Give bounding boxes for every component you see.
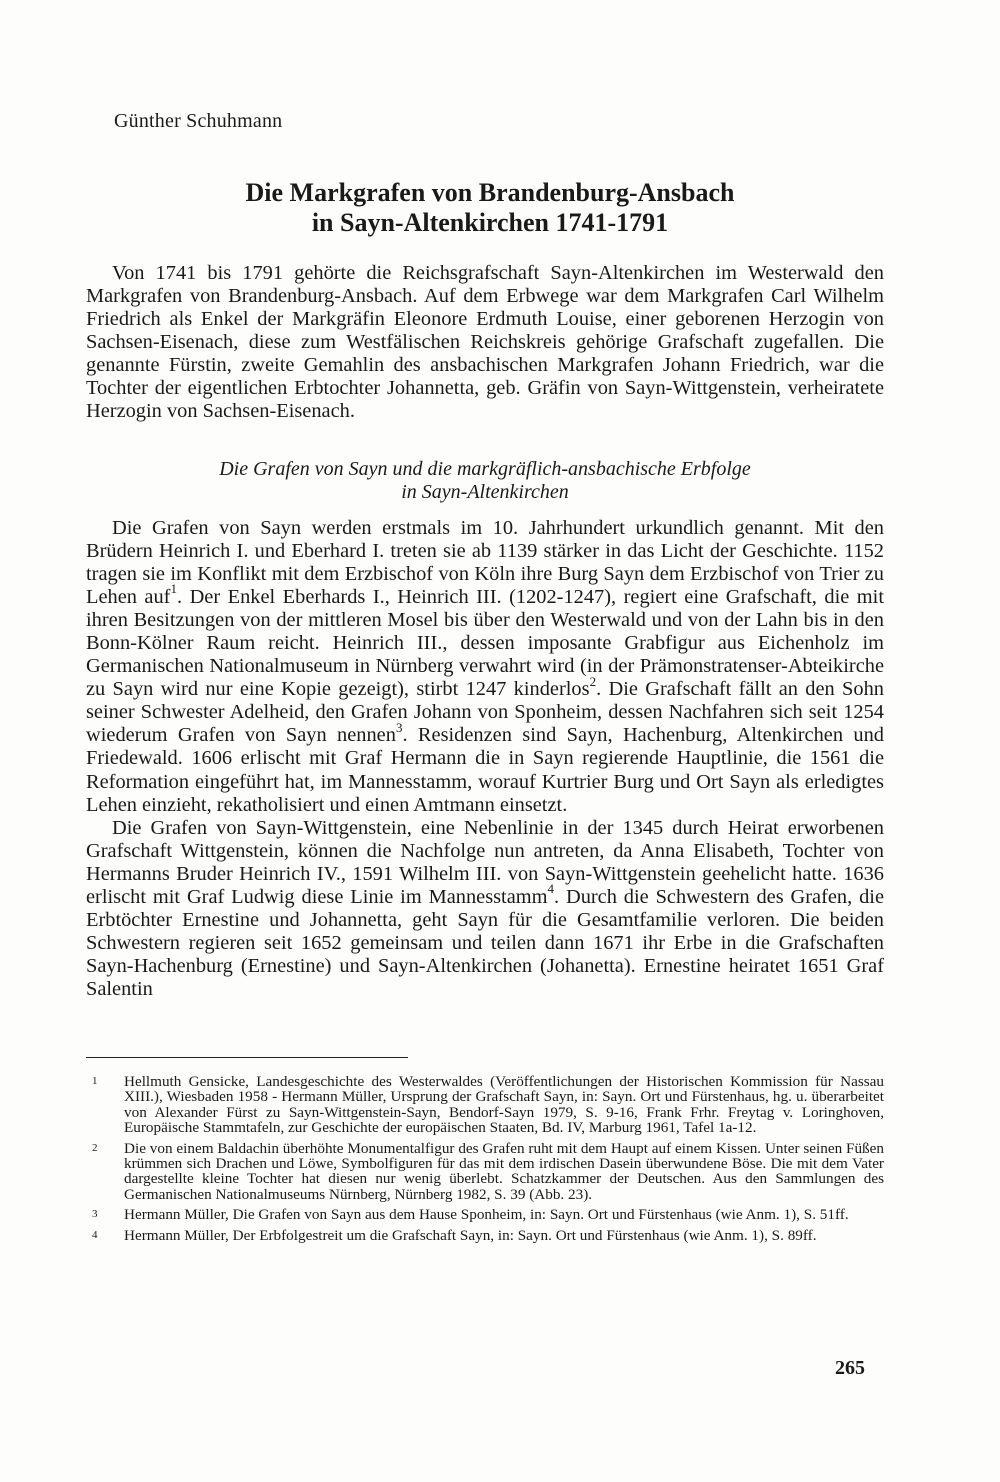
paragraph-text: . Residenzen sind Sayn, Hachenburg, Altenkirchen und Friedewald. 1606 erlischt mit Graf Hermann die in Sayn regierende Hauptlinie, die 1561 die Reformation eingeführt hat, im Mannesstamm, worauf Kurtrier Burg und Ort Sayn als erledigtes Lehen einzieht, rekatholisiert und einen Amtmann einsetzt.: [86, 724, 884, 816]
footnote-3: [86, 1207, 884, 1222]
page-number: 265: [835, 1357, 865, 1379]
footnotes: [86, 1074, 884, 1248]
author-name: Günther Schuhmann: [114, 110, 283, 132]
section-heading-line-2: in Sayn-Altenkirchen: [401, 481, 569, 503]
footnote-4: [86, 1228, 884, 1243]
footnote-ref-4[interactable]: 4: [547, 880, 554, 896]
footnote-ref-3[interactable]: 3: [395, 719, 403, 735]
footnote-text: Hellmuth Gensicke, Landesgeschichte des Westerwaldes (Veröffentlichungen der Historischen Kommission für Nassau XIII.), Wiesbaden 1958 - Hermann Müller, Ursprung der Grafschaft Sayn, in: Sayn. Ort und Fürstenhaus, hg. u. überarbeitet von Alexander Fürst zu Sayn-Wittgenstein-Sayn, Bendorf-Sayn 1979, S. 9-16, Frank Frhr. Freytag v. Loringhoven, Europäische Stammtafeln, zur Geschichte der europäischen Staaten, Bd. IV, Marburg 1961, Tafel 1a-12.: [124, 1073, 884, 1137]
paragraph-text: Die Grafen von Sayn werden erstmals im 10. Jahrhundert urkundlich genannt. Mit den Brüdern Heinrich I. und Eberhard I. treten sie ab 1139 stärker in das Licht der Geschichte. 1152 tragen sie im Konflikt mit dem Erzbischof von Köln ihre Burg Sayn dem Erzbischof von Trier zu Lehen auf: [86, 517, 884, 609]
footnote-number: 4: [92, 1228, 98, 1241]
footnote-ref-1[interactable]: 1: [170, 581, 177, 597]
footnote-1: [86, 1074, 884, 1136]
main-body: [86, 517, 884, 1001]
body-paragraph-1: [86, 517, 884, 817]
footnote-ref-2[interactable]: 2: [589, 673, 597, 689]
footnote-number: 3: [92, 1208, 98, 1221]
footnote-2: [86, 1141, 884, 1203]
paragraph-text: . Durch die Schwestern des Grafen, die Erbtöchter Ernestine und Johannetta, geht Sayn für die Gesamtfamilie verloren. Die beiden Schwestern regieren seit 1652 gemeinsam und teilen dann 1671 ihr Erbe in die Grafschaften Sayn-Hachenburg (Ernestine) und Sayn-Altenkirchen (Johanetta). Ernestine heiratet 1651 Graf Salentin: [86, 885, 884, 1000]
paragraph-text: . Die Grafschaft fällt an den Sohn seiner Schwester Adelheid, den Grafen Johann von Sponheim, dessen Nachfahren sich seit 1254 wiederum Grafen von Sayn nennen: [86, 678, 884, 747]
footnote-text: Hermann Müller, Die Grafen von Sayn aus dem Hause Sponheim, in: Sayn. Ort und Fürstenhaus (wie Anm. 1), S. 51ff.: [124, 1206, 849, 1224]
footnote-number: 2: [92, 1141, 98, 1154]
article-title: [100, 178, 880, 238]
intro-section: [86, 262, 884, 423]
section-heading-line-1: Die Grafen von Sayn und die markgräflich-ansbachische Erbfolge: [219, 458, 751, 480]
footnote-text: Die von einem Baldachin überhöhte Monumentalfigur des Grafen ruht mit dem Haupt auf einem Kissen. Unter seinen Füßen krümmen sich Drachen und Löwe, Symbolfiguren für das mit dem irdischen Dasein überwundene Böse. Die mit dem Vater dargestellte kleine Tochter hat diesen nur wenig überlebt. Schatzkammer der Deutschen. Aus den Sammlungen des Germanischen Nationalmuseums Nürnberg, Nürnberg 1982, S. 39 (Abb. 23).: [124, 1139, 884, 1203]
paragraph-text: . Der Enkel Eberhards I., Heinrich III. (1202-1247), regiert eine Grafschaft, die mit ihren Besitzungen von der mittleren Mosel bis über den Westerwald und von der Lahn bis in den Bonn-Kölner Raum reicht. Heinrich III., dessen imposante Grabfigur aus Eichenholz im Germanischen Nationalmuseum in Nürnberg verwahrt wird (in der Prämonstratenser-Abteikirche zu Sayn wird nur eine Kopie gezeigt), stirbt 1247 kinderlos: [86, 586, 884, 701]
footnote-divider: [86, 1057, 408, 1058]
paragraph-text: Die Grafen von Sayn-Wittgenstein, eine Nebenlinie in der 1345 durch Heirat erworbenen Grafschaft Wittgenstein, können die Nachfolge nun antreten, da Anna Elisabeth, Tochter von Hermanns Bruder Heinrich IV., 1591 Wilhelm III. von Sayn-Wittgenstein geehelicht hatte. 1636 erlischt mit Graf Ludwig diese Linie im Mannesstamm: [86, 816, 884, 908]
footnote-text: Hermann Müller, Der Erbfolgestreit um die Grafschaft Sayn, in: Sayn. Ort und Fürstenhaus (wie Anm. 1), S. 89ff.: [124, 1226, 817, 1244]
section-heading: [86, 458, 884, 504]
intro-paragraph: Von 1741 bis 1791 gehörte die Reichsgrafschaft Sayn-Altenkirchen im Westerwald den Markgrafen von Brandenburg-Ansbach. Auf dem Erbwege war dem Markgrafen Carl Wilhelm Friedrich als Enkel der Markgräfin Eleonore Erdmuth Louise, einer geborenen Herzogin von Sachsen-Eisenach, diese zum Westfälischen Reichskreis gehörige Grafschaft zugefallen. Die genannte Fürstin, zweite Gemahlin des ansbachischen Markgrafen Johann Friedrich, war die Tochter der eigentlichen Erbtochter Johannetta, geb. Gräfin von Sayn-Wittgenstein, verheiratete Herzogin von Sachsen-Eisenach.: [86, 262, 884, 423]
title-line-2: in Sayn-Altenkirchen 1741-1791: [311, 208, 669, 237]
footnote-number: 1: [92, 1075, 98, 1087]
title-line-1: Die Markgrafen von Brandenburg-Ansbach: [245, 178, 735, 207]
body-paragraph-2: [86, 817, 884, 1001]
